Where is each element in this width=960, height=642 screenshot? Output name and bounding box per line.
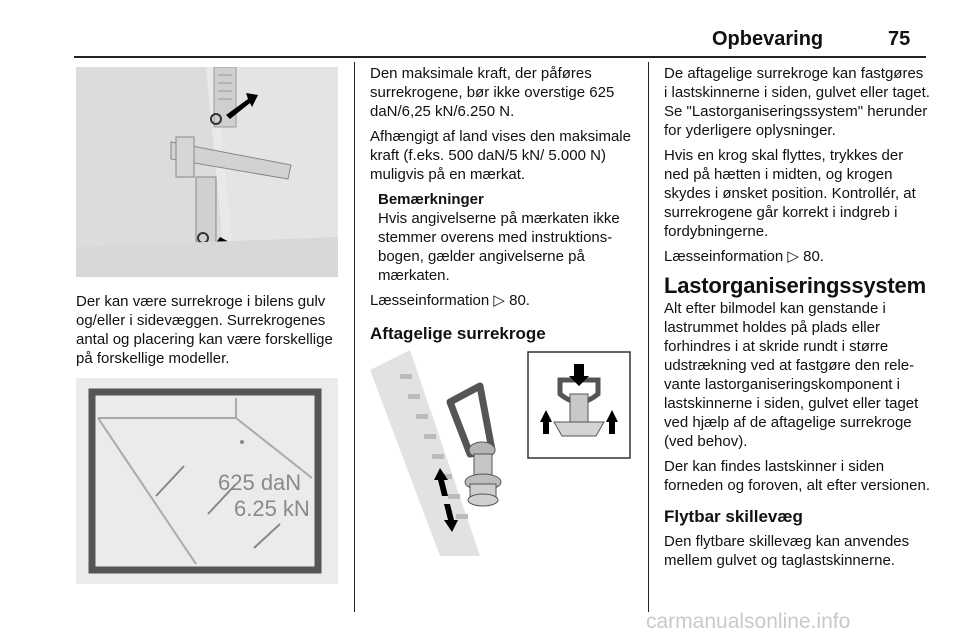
load-info-reference-2[interactable] bbox=[664, 247, 930, 266]
country-force-paragraph: Afhængigt af land vises den maksimale kraft (f.eks. 500 daN/5 kN/ 5.000 N) muligvis på en mærkat. bbox=[370, 128, 631, 183]
intro-paragraph: Der kan være surrekroge i bilens gulv og/eller i sidevæggen. Surrekrogenes antal og placering kan være forskellige på forskellige modeller. bbox=[76, 293, 333, 367]
load-info-page: 80. bbox=[803, 248, 824, 265]
sidewall-illustration bbox=[76, 67, 338, 277]
load-info-reference[interactable] bbox=[370, 291, 636, 310]
partition-paragraph: Den flytbare skillevæg kan anvendes mellem gulvet og taglastskinnerne. bbox=[664, 533, 910, 569]
column-divider-2 bbox=[648, 62, 649, 612]
page-ref-arrow-icon: ▷ bbox=[787, 248, 799, 265]
page-number: 75 bbox=[888, 28, 911, 50]
removable-hooks-paragraph: De aftagelige surrekroge kan fastgøres i lastskinnerne i siden, gulvet eller taget. Se "Lastorganiseringssystem" herunder for yderligere oplysninger. bbox=[664, 65, 930, 139]
column-divider-1 bbox=[354, 62, 355, 612]
hook-illustration bbox=[370, 350, 632, 556]
load-info-page: 80. bbox=[509, 292, 530, 309]
header-rule bbox=[74, 56, 926, 58]
move-hook-paragraph: Hvis en krog skal flyttes, trykkes der ned på hætten i midten, og krogen skydes i ønsket position. Kontrollér, at surrekrogene går korrekt i indgreb i fordybningerne. bbox=[664, 147, 916, 240]
column-1 bbox=[76, 292, 342, 374]
note-box bbox=[378, 190, 636, 285]
section-heading-load-organisation: Lastorganiseringssystem bbox=[664, 273, 926, 298]
section-heading-movable-partition: Flytbar skillevæg bbox=[664, 507, 803, 526]
image-sidewall-lashing-eyes bbox=[76, 67, 338, 277]
section-heading-removable-hooks: Aftagelige surrekroge bbox=[370, 324, 546, 343]
max-force-paragraph: Den maksimale kraft, der påføres surrekrogene, bør ikke overstige 625 daN/6,25 kN/6.250 N. bbox=[370, 65, 615, 120]
image-removable-lashing-hook bbox=[370, 350, 632, 556]
load-organisation-paragraph: Alt efter bilmodel kan genstande i lastrummet holdes på plads eller forhindres i at skride rundt i større udstrækning ved at fastgøre den relevante lastorganiseringskomponent i lastskinnerne i siden, gulvet eller taget ved hjælp af de aftagelige surrekroge (ved behov). bbox=[664, 300, 919, 450]
watermark: carmanualsonline.info bbox=[646, 610, 851, 633]
note-title: Bemærkninger bbox=[378, 191, 484, 208]
image-floor-lashing-eyes bbox=[76, 378, 338, 584]
column-2 bbox=[370, 64, 636, 351]
load-label-daN: 625 daN bbox=[218, 470, 302, 495]
page-ref-arrow-icon: ▷ bbox=[493, 292, 505, 309]
rails-paragraph: Der kan findes lastskinner i siden forneden og foroven, alt efter versionen. bbox=[664, 458, 931, 494]
load-label-kN: 6.25 kN bbox=[234, 496, 310, 521]
column-3 bbox=[664, 64, 930, 576]
load-info-text: Læsseinformation bbox=[370, 292, 490, 309]
note-body: Hvis angivelserne på mærkaten ikke stemmer overens med instruktionsbogen, gælder angivelserne på mærkaten. bbox=[378, 210, 620, 284]
load-info-text: Læsseinformation bbox=[664, 248, 784, 265]
page-header-title: Opbevaring bbox=[712, 28, 824, 50]
